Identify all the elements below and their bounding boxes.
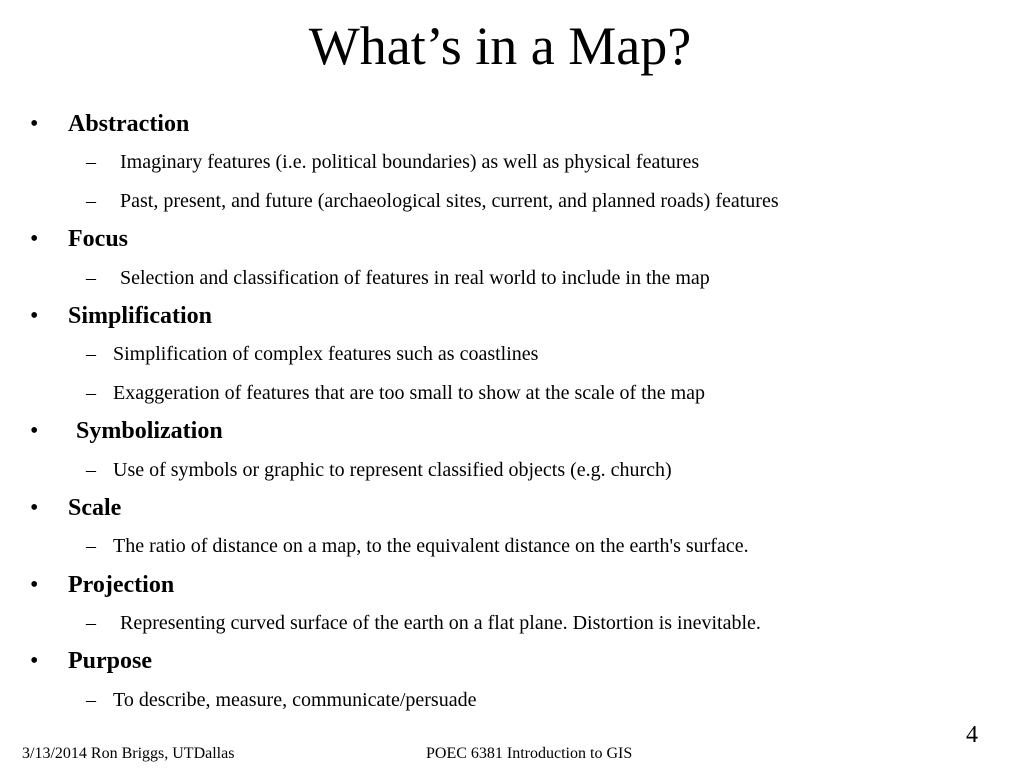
sub-bullet-item [0, 259, 1024, 297]
sub-bullet-item [0, 182, 1024, 220]
page-number: 4 [966, 722, 978, 748]
slide-title: What’s in a Map? [308, 16, 692, 76]
sub-bullet-text: Past, present, and future (archaeological sites, current, and planned roads) features [120, 189, 779, 212]
sub-bullet-item [0, 143, 1024, 181]
sub-bullet-item [0, 335, 1024, 373]
footer-date-author: 3/13/2014 Ron Briggs, UTDallas [22, 745, 235, 762]
sub-bullet-text: Simplification of complex features such as coastlines [113, 343, 539, 366]
bullet-item [0, 220, 1024, 258]
sub-bullet-item [0, 681, 1024, 719]
sub-bullet-item [0, 374, 1024, 412]
bullet-text: Focus [68, 226, 128, 253]
sub-bullet-item [0, 527, 1024, 565]
bullet-item [0, 642, 1024, 680]
sub-bullet-text: Representing curved surface of the earth on a flat plane. Distortion is inevitable. [120, 612, 761, 635]
sub-bullet-text: Selection and classification of features in real world to include in the map [120, 266, 710, 289]
sub-bullet-text: Imaginary features (i.e. political boundaries) as well as physical features [120, 151, 700, 174]
sub-bullet-text: Exaggeration of features that are too small to show at the scale of the map [113, 381, 706, 404]
dash-marker: – [86, 458, 96, 481]
bullet-text: Purpose [68, 648, 152, 675]
bullet-marker: • [30, 418, 39, 445]
bullet-text: Scale [68, 494, 122, 521]
dash-marker: – [86, 535, 96, 558]
bullet-marker: • [30, 111, 39, 137]
footer-course: POEC 6381 Introduction to GIS [426, 745, 633, 762]
dash-marker: – [86, 189, 96, 212]
dash-marker: – [86, 343, 96, 366]
bullet-item [0, 297, 1024, 335]
bullet-marker: • [30, 226, 39, 253]
bullet-text: Abstraction [68, 111, 190, 137]
bullet-marker: • [30, 571, 39, 598]
bullet-text: Projection [68, 571, 175, 598]
bullet-item [0, 566, 1024, 604]
dash-marker: – [86, 266, 96, 289]
sub-bullet-item [0, 451, 1024, 489]
bullet-marker: • [30, 302, 39, 329]
bullet-item [0, 105, 1024, 143]
sub-bullet-text: The ratio of distance on a map, to the equivalent distance on the earth's surface. [113, 535, 749, 558]
sub-bullet-text: To describe, measure, communicate/persuade [113, 688, 477, 711]
dash-marker: – [86, 612, 96, 635]
dash-marker: – [86, 381, 96, 404]
bullet-text: Symbolization [76, 418, 223, 445]
dash-marker: – [86, 151, 96, 174]
bullet-marker: • [30, 648, 39, 675]
sub-bullet-text: Use of symbols or graphic to represent classified objects (e.g. church) [113, 458, 672, 481]
slide-content [0, 105, 1024, 719]
bullet-item [0, 412, 1024, 450]
sub-bullet-item [0, 604, 1024, 642]
bullet-text: Simplification [68, 302, 213, 329]
bullet-marker: • [30, 494, 39, 521]
dash-marker: – [86, 688, 96, 711]
bullet-item [0, 489, 1024, 527]
